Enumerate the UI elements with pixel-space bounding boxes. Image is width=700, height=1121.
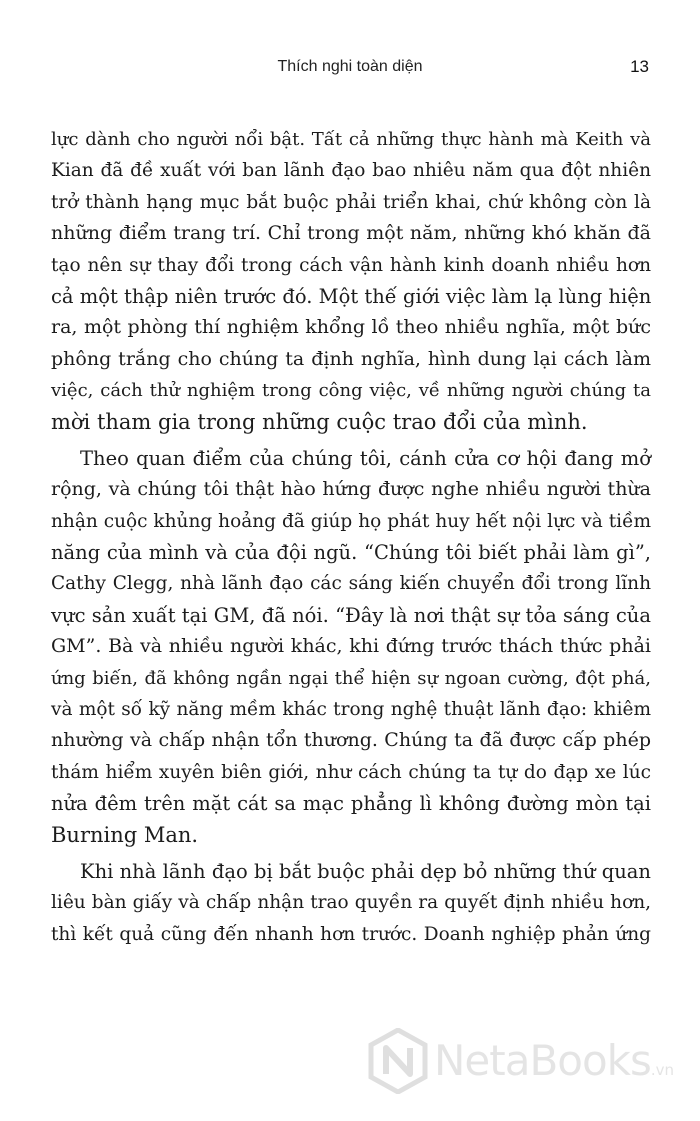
- netabooks-logo-icon: [368, 1028, 428, 1094]
- text-line: việc, cách thử nghiệm trong công việc, về những người chúng ta: [51, 380, 651, 402]
- text-line: ứng biến, đã không ngần ngại thể hiện sự ngoan cường, đột phá,: [51, 667, 651, 689]
- text-line: năng của mình và của đội ngũ. “Chúng tôi biết phải làm gì”,: [51, 541, 651, 565]
- page-number: 13: [630, 57, 649, 76]
- text-line: nhường và chấp nhận tổn thương. Chúng ta đã được cấp phép: [51, 729, 651, 752]
- text-line: vực sản xuất tại GM, đã nói. “Đây là nơi thật sự tỏa sáng của: [51, 603, 651, 627]
- text-line: phông trắng cho chúng ta định nghĩa, hình dung lại cách làm: [51, 347, 651, 370]
- text-line: lực dành cho người nổi bật. Tất cả những thực hành mà Keith và: [51, 129, 651, 150]
- watermark-brand: NetaBooks: [434, 1036, 651, 1085]
- text-line: thám hiểm xuyên biên giới, như cách chúng ta tự do đạp xe lúc: [51, 761, 651, 783]
- paragraph-3: [51, 856, 651, 950]
- text-line: Theo quan điểm của chúng tôi, cánh cửa cơ hội đang mở: [80, 446, 651, 470]
- text-line: tạo nên sự thay đổi trong cách vận hành kinh doanh nhiều hơn: [51, 254, 651, 276]
- text-line: GM”. Bà và nhiều người khác, khi đứng trước thách thức phải: [51, 635, 651, 658]
- running-title: Thích nghi toàn diện: [277, 58, 423, 75]
- watermark: [368, 1022, 698, 1112]
- text-line: mời tham gia trong những cuộc trao đổi của mình.: [51, 409, 588, 434]
- text-line: Kian đã đề xuất với ban lãnh đạo bao nhiêu năm qua đột nhiên: [51, 160, 651, 182]
- text-line: Cathy Clegg, nhà lãnh đạo các sáng kiến chuyển đổi trong lĩnh: [51, 573, 651, 595]
- text-line: Khi nhà lãnh đạo bị bắt buộc phải dẹp bỏ những thứ quan: [80, 859, 651, 883]
- paragraph-1: [51, 124, 651, 438]
- paragraph-2: [51, 443, 651, 851]
- text-line: trở thành hạng mục bắt buộc phải triển khai, chứ không còn là: [51, 191, 651, 213]
- text-line: ra, một phòng thí nghiệm khổng lồ theo nhiều nghĩa, một bức: [51, 316, 651, 339]
- text-line: thì kết quả cũng đến nhanh hơn trước. Doanh nghiệp phản ứng: [51, 923, 651, 945]
- text-line: nửa đêm trên mặt cát sa mạc phẳng lì không đường mòn tại: [51, 792, 651, 816]
- watermark-suffix: .vn: [650, 1061, 675, 1079]
- text-line: liêu bàn giấy và chấp nhận trao quyền ra quyết định nhiều hơn,: [51, 892, 651, 914]
- text-line: những điểm trang trí. Chỉ trong một năm, những khó khăn đã: [51, 222, 651, 245]
- text-line: rộng, và chúng tôi thật hào hứng được nghe nhiều người thừa: [51, 478, 651, 501]
- page-header: [0, 58, 700, 88]
- text-line: Burning Man.: [51, 822, 199, 847]
- watermark-text: [434, 1036, 674, 1085]
- body-text: [51, 124, 651, 950]
- text-line: và một số kỹ năng mềm khác trong nghệ thuật lãnh đạo: khiêm: [51, 699, 651, 721]
- text-line: nhận cuộc khủng hoảng đã giúp họ phát huy hết nội lực và tiềm: [51, 510, 651, 532]
- text-line: cả một thập niên trước đó. Một thế giới việc làm lạ lùng hiện: [51, 284, 652, 308]
